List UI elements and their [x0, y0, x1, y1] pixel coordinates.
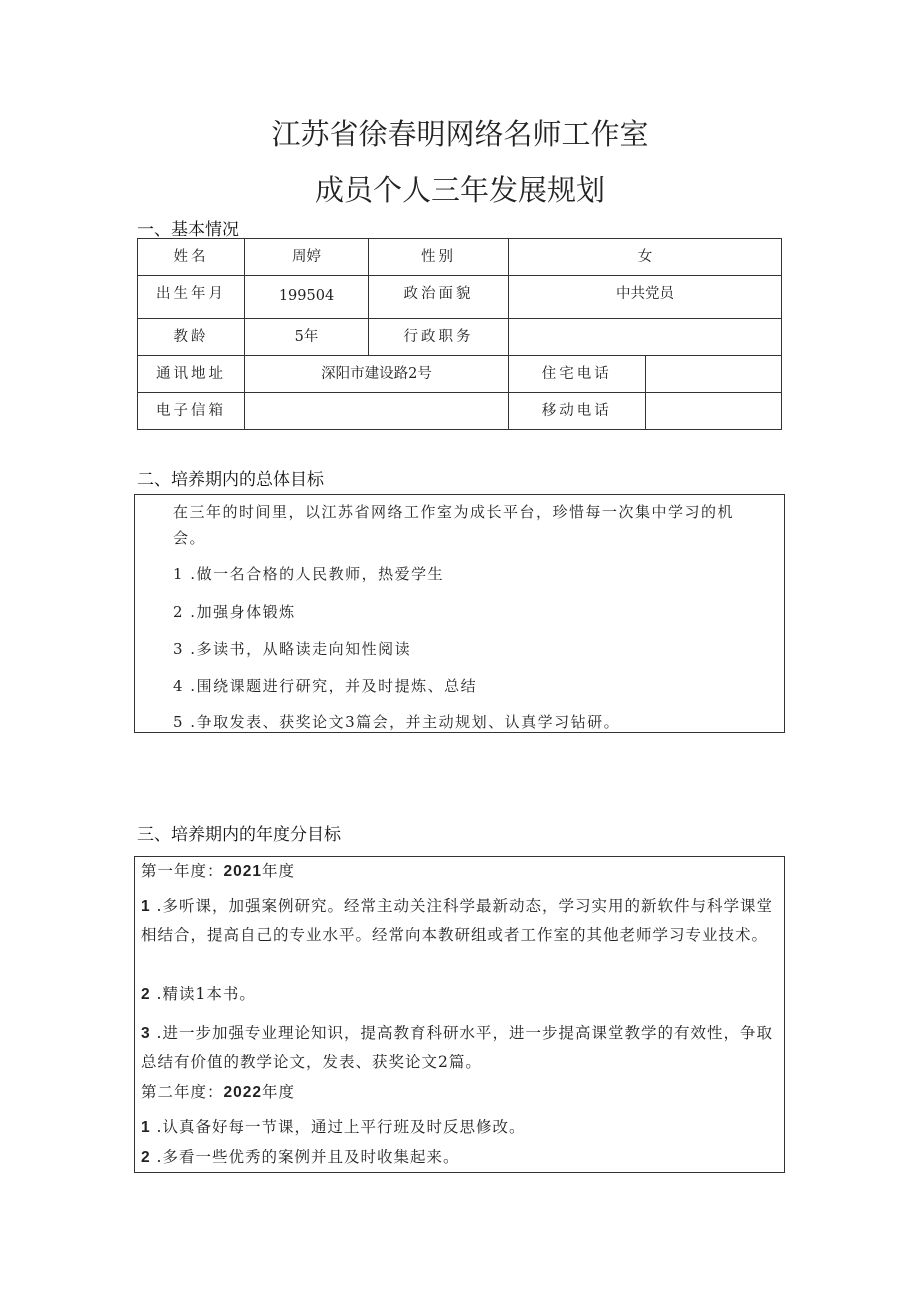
list-item: 1 .多听课，加强案例研究。经常主动关注科学最新动态，学习实用的新软件与科学课堂相结合，提高自己的专业水平。经常向本教研组或者工作室的其他老师学习专业技术。 [141, 897, 773, 944]
teaching-years-label: 教龄 [138, 319, 245, 356]
year1-heading: 第一年度：2021年度 [141, 862, 296, 880]
basic-info-table [137, 238, 782, 430]
page-subtitle: 成员个人三年发展规划 [314, 173, 605, 207]
admin-post-label: 行政职务 [369, 319, 509, 356]
list-item: 1 .做一名合格的人民教师，热爱学生 [173, 565, 445, 583]
list-item: 5 .争取发表、获奖论文3篇会，并主动规划、认真学习钻研。 [173, 713, 621, 731]
section-basic-info-heading: 一、基本情况 [137, 220, 239, 240]
list-item: 4 .围绕课题进行研究，并及时提炼、总结 [173, 677, 478, 695]
birth-value: 199504 [245, 276, 369, 319]
list-item: 1 .认真备好每一节课，通过上平行班及时反思修改。 [141, 1118, 526, 1136]
table-row [138, 319, 782, 356]
table-row [138, 239, 782, 276]
list-item: 2 .加强身体锻炼 [173, 603, 296, 621]
list-item: 2 .精读1本书。 [141, 985, 256, 1003]
home-phone-label: 住宅电话 [509, 356, 646, 393]
email-label: 电子信箱 [138, 393, 245, 430]
address-value: 深阳市建设路2号 [245, 356, 509, 393]
name-value: 周婷 [245, 239, 369, 276]
year2-heading: 第二年度：2022年度 [141, 1083, 296, 1101]
name-label: 姓名 [138, 239, 245, 276]
table-row [138, 393, 782, 430]
gender-label: 性别 [369, 239, 509, 276]
political-label: 政治面貌 [369, 276, 509, 319]
home-phone-value [645, 356, 782, 393]
section-overall-goals-heading: 二、培养期内的总体目标 [137, 470, 324, 490]
page-title: 江苏省徐春明网络名师工作室 [271, 117, 649, 151]
overall-goals-box [134, 494, 785, 733]
table-row [138, 356, 782, 393]
email-value [245, 393, 509, 430]
admin-post-value [509, 319, 782, 356]
goals-intro: 在三年的时间里，以江苏省网络工作室为成长平台，珍惜每一次集中学习的机会。 [173, 503, 735, 547]
table-row [138, 276, 782, 319]
list-item: 3 .进一步加强专业理论知识，提高教育科研水平，进一步提高课堂教学的有效性，争取总结有价值的教学论文，发表、获奖论文2篇。 [141, 1024, 773, 1071]
yearly-goals-box [134, 856, 785, 1173]
birth-label: 出生年月 [138, 276, 245, 319]
address-label: 通讯地址 [138, 356, 245, 393]
mobile-label: 移动电话 [509, 393, 646, 430]
mobile-value [645, 393, 782, 430]
political-value: 中共党员 [509, 276, 782, 319]
list-item: 3 .多读书，从略读走向知性阅读 [173, 640, 412, 658]
gender-value: 女 [509, 239, 782, 276]
section-yearly-goals-heading: 三、培养期内的年度分目标 [137, 825, 341, 845]
teaching-years-value: 5年 [245, 319, 369, 356]
list-item: 2 .多看一些优秀的案例并且及时收集起来。 [141, 1148, 460, 1166]
